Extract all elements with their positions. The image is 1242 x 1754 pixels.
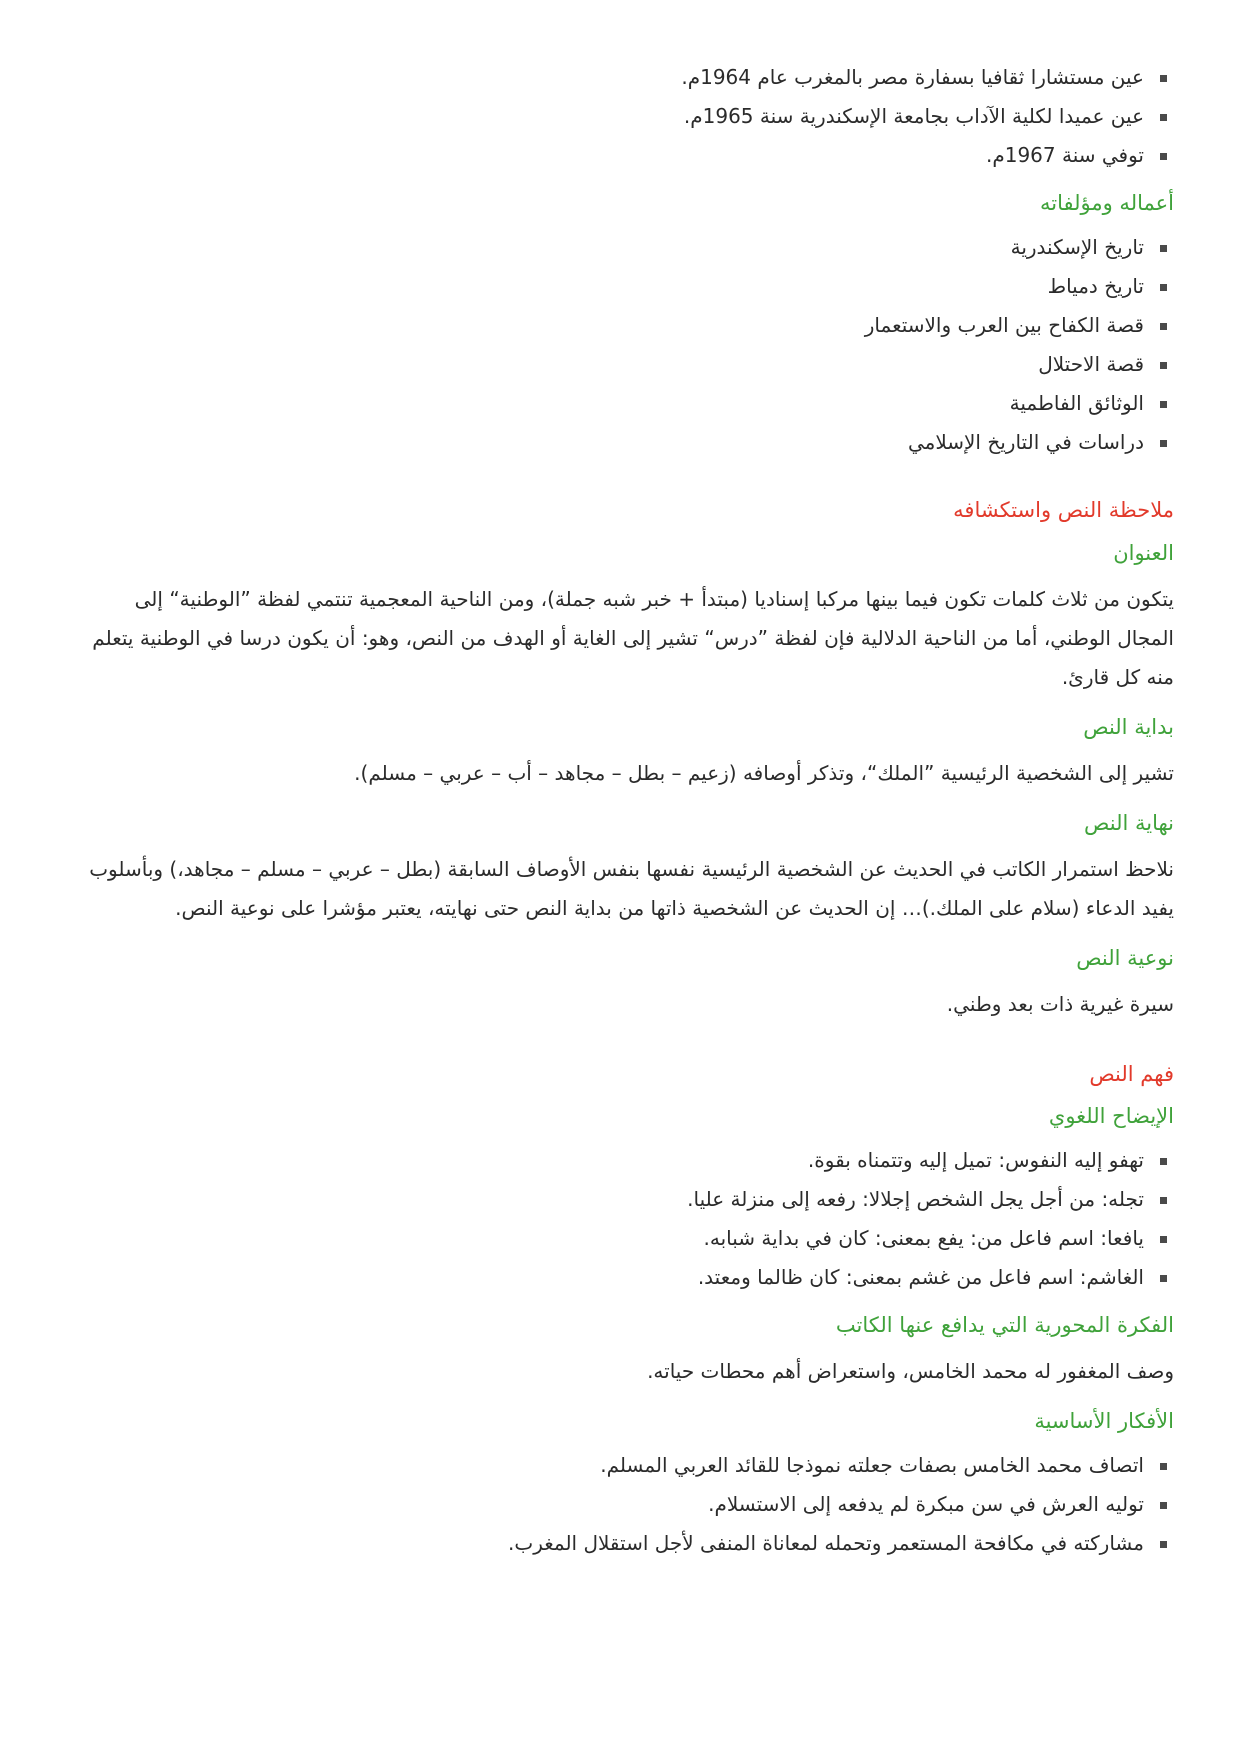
- list-item: عين عميدا لكلية الآداب بجامعة الإسكندرية سنة 1965م.: [80, 97, 1144, 136]
- start-subheading: بداية النص: [1083, 715, 1174, 739]
- understanding-heading: فهم النص: [1089, 1062, 1174, 1086]
- list-item: توفي سنة 1967م.: [80, 136, 1144, 175]
- type-subheading: نوعية النص: [1076, 946, 1174, 970]
- list-item: دراسات في التاريخ الإسلامي: [80, 423, 1144, 462]
- list-item: يافعا: اسم فاعل من: يفع بمعنى: كان في بداية شبابه.: [80, 1219, 1144, 1258]
- list-item: قصة الاحتلال: [80, 345, 1144, 384]
- list-item: الوثائق الفاطمية: [80, 384, 1144, 423]
- list-item: عين مستشارا ثقافيا بسفارة مصر بالمغرب عام 1964م.: [80, 58, 1144, 97]
- start-paragraph: تشير إلى الشخصية الرئيسية ”الملك“، وتذكر أوصافه (زعيم – بطل – مجاهد – أب – عربي – مسلم).: [354, 761, 1174, 785]
- lexical-list: [80, 1141, 1174, 1297]
- central-idea-subheading: الفكرة المحورية التي يدافع عنها الكاتب: [835, 1313, 1174, 1337]
- observation-heading: ملاحظة النص واستكشافه: [953, 498, 1174, 522]
- main-ideas-subheading: الأفكار الأساسية: [1034, 1409, 1174, 1433]
- works-list: [80, 228, 1174, 462]
- lexical-subheading: الإيضاح اللغوي: [1048, 1104, 1174, 1128]
- central-idea-paragraph: وصف المغفور له محمد الخامس، واستعراض أهم محطات حياته.: [647, 1359, 1174, 1383]
- title-subheading: العنوان: [1113, 541, 1174, 565]
- list-item: قصة الكفاح بين العرب والاستعمار: [80, 306, 1144, 345]
- main-ideas-list: [80, 1446, 1174, 1563]
- list-item: توليه العرش في سن مبكرة لم يدفعه إلى الاستسلام.: [80, 1485, 1144, 1524]
- list-item: اتصاف محمد الخامس بصفات جعلته نموذجا للقائد العربي المسلم.: [80, 1446, 1144, 1485]
- list-item: الغاشم: اسم فاعل من غشم بمعنى: كان ظالما ومعتد.: [80, 1258, 1144, 1297]
- list-item: تهفو إليه النفوس: تميل إليه وتتمناه بقوة.: [80, 1141, 1144, 1180]
- list-item: تجله: من أجل يجل الشخص إجلالا: رفعه إلى منزلة عليا.: [80, 1180, 1144, 1219]
- title-paragraph: يتكون من ثلاث كلمات تكون فيما بينها مركبا إسناديا (مبتدأ + خبر شبه جملة)، ومن الناحية المعجمية تنتمي لفظة ”الوطنية“ إلى المجال الوطني، أما من الناحية الدلالية فإن لفظة ”درس“ تشير إلى الغاية أو الهدف من النص، وهو: أن يكون درسا في الوطنية يتعلم منه كل قارئ.: [92, 587, 1174, 689]
- end-paragraph: نلاحظ استمرار الكاتب في الحديث عن الشخصية الرئيسية نفسها بنفس الأوصاف السابقة (بطل – عربي – مسلم – مجاهد،) وبأسلوب يفيد الدعاء (سلام على الملك.)… إن الحديث عن الشخصية ذاتها من بداية النص حتى نهايته، يعتبر مؤشرا على نوعية النص.: [89, 857, 1174, 920]
- list-item: مشاركته في مكافحة المستعمر وتحمله لمعاناة المنفى لأجل استقلال المغرب.: [80, 1524, 1144, 1563]
- list-item: تاريخ دمياط: [80, 267, 1144, 306]
- type-paragraph: سيرة غيرية ذات بعد وطني.: [946, 992, 1174, 1016]
- end-subheading: نهاية النص: [1084, 811, 1174, 835]
- biography-list: [80, 58, 1174, 175]
- works-heading: أعماله ومؤلفاته: [1040, 191, 1174, 215]
- list-item: تاريخ الإسكندرية: [80, 228, 1144, 267]
